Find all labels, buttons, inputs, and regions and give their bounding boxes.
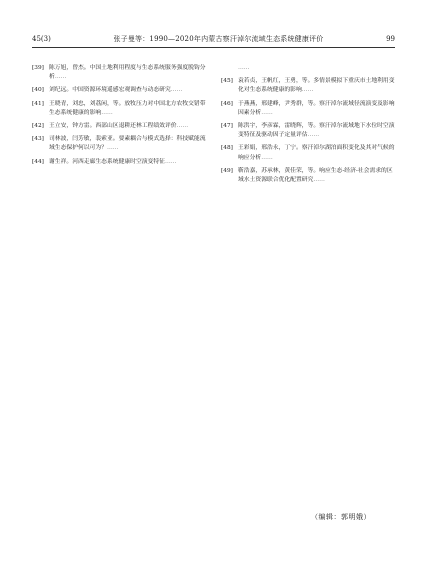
reference-number: [43] <box>32 136 44 143</box>
reference-number: [40] <box>32 87 44 94</box>
reference-entry <box>32 86 206 95</box>
reference-entry <box>32 122 206 131</box>
reference-number: [48] <box>221 145 233 152</box>
reference-opening: 陈万旭，曾杰。中国土地利用程度与生态系统服务强度脱钩分析 <box>49 65 206 81</box>
reference-opening: 司林波，闫芳敏，裴索亚。要素耦合与模式选择：科技赋能流域生态保护何以可为？ <box>49 136 206 152</box>
reference-text <box>49 122 206 131</box>
reference-omitted-remainder: …… <box>54 74 67 81</box>
reference-opening: 刘纪远。中国资源环境遥感宏观调查与动态研究 <box>49 87 171 94</box>
reference-number: [41] <box>32 100 44 107</box>
reference-number: [45] <box>221 78 233 85</box>
running-header <box>32 34 395 48</box>
reference-text <box>49 64 206 82</box>
reference-entry <box>221 144 395 162</box>
reference-omitted-remainder: …… <box>101 109 113 116</box>
reference-entry <box>221 77 395 95</box>
reference-entry <box>32 158 206 167</box>
reference-omitted-remainder: …… <box>307 132 320 139</box>
reference-opening: 陈洪宇，李彦霖，雷晓辉，等。察汗淖尔流域地下水位时空演变特征及驱动因子定量评估 <box>238 123 395 139</box>
reference-columns <box>32 64 395 189</box>
reference-opening: 袁若贞，王帆红，王勇，等。多情景模拟下重庆市土地利用变化对生态系统健康的影响 <box>238 78 395 94</box>
reference-omitted-remainder: …… <box>313 177 325 184</box>
continued-reference: …… <box>238 65 250 71</box>
reference-text <box>49 158 206 167</box>
reference-omitted-remainder: …… <box>170 87 183 94</box>
reference-omitted-remainder: …… <box>176 123 189 130</box>
reference-column-left <box>32 64 206 189</box>
reference-opening: 王立安，钟方雷。西部山区退耕还林工程绩效评价 <box>49 123 177 130</box>
reference-entry <box>221 122 395 140</box>
running-title: 张子曼等：1990—2020年内蒙古察汗淖尔流域生态系统健康评价 <box>113 35 324 43</box>
issue-number: 45(3) <box>32 35 51 43</box>
reference-entry <box>32 135 206 153</box>
reference-number: [39] <box>32 65 44 71</box>
reference-number: [44] <box>32 158 44 165</box>
reference-opening: 于燕燕，邢建峰，尹秀群，等。察汗淖尔流域径流演变及影响因素分析 <box>238 100 395 116</box>
reference-entry <box>32 64 206 82</box>
reference-number: [49] <box>221 167 233 174</box>
reference-omitted-remainder: …… <box>164 158 177 165</box>
reference-entry <box>221 100 395 118</box>
reference-text <box>49 135 206 153</box>
reference-number: [46] <box>221 100 233 107</box>
reference-opening: 王晓青，刘忠，刘荔闲，等。放牧压力对中国北方农牧交错带生态系统健康的影响 <box>49 100 206 116</box>
page-number: 99 <box>386 35 395 43</box>
reference-number: [47] <box>221 123 233 130</box>
reference-omitted-remainder: …… <box>261 154 273 161</box>
editor-credit: （编辑：郭明娥） <box>311 513 371 521</box>
reference-column-right <box>221 64 395 189</box>
reference-opening: 王彩娟，邢浩永，丁宁。察汗淖尔湖泊面积变化及其对气候的响应分析 <box>238 145 395 161</box>
reference-omitted-remainder: …… <box>261 109 273 116</box>
reference-text <box>238 144 395 162</box>
reference-number: [42] <box>32 123 44 130</box>
reference-text <box>49 100 206 118</box>
reference-omitted-remainder: …… <box>106 145 119 152</box>
reference-text <box>238 122 395 140</box>
reference-text <box>238 167 395 185</box>
reference-entry <box>221 167 395 185</box>
reference-text <box>238 100 395 118</box>
reference-omitted-remainder: …… <box>301 87 314 94</box>
reference-opening: 靳浩嘉，苏承林，黄佳荣，等。响应生态-经济-社会需求的区域水土资源联合优化配置研究 <box>238 167 393 184</box>
reference-text <box>49 86 206 95</box>
reference-opening: 谢生祥。河西走廊生态系统健康时空演变特征 <box>49 158 165 165</box>
reference-entry <box>32 100 206 118</box>
reference-text <box>238 77 395 95</box>
